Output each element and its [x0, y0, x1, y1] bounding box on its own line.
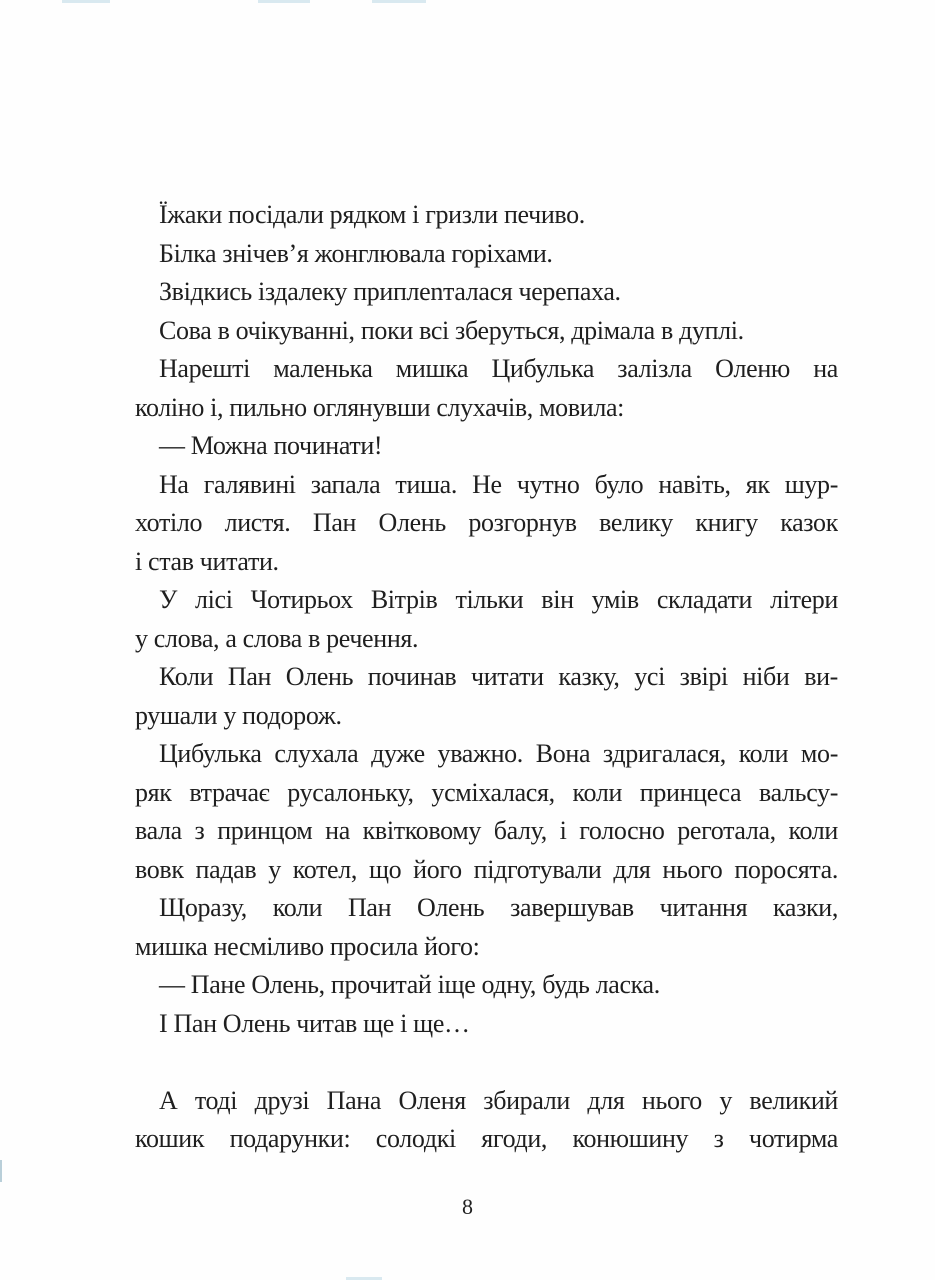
page-number: 8: [462, 1194, 473, 1219]
text-line: — Пане Олень, прочитай іще одну, будь ласка.: [159, 970, 660, 999]
text-line: Звідкись іздалеку приплenталася черепаха.: [159, 277, 621, 306]
text-line: І Пан Олень читав ще і ще…: [159, 1008, 470, 1038]
scan-artifact: [62, 0, 110, 3]
text-line: Щоразу, коли Пан Олень завершував читання казки,: [159, 893, 838, 922]
text-line: вовк падав у котел, що його підготували для нього поросята.: [135, 854, 838, 884]
text-line: На галявині запала тиша. Не чутно було навіть, як шур-: [159, 469, 838, 499]
text-line: Сова в очікуванні, поки всі зберуться, дрімала в дуплі.: [159, 315, 744, 345]
text-line: коліно і, пильно оглянувши слухачів, мовила:: [135, 392, 625, 422]
scan-artifact: [372, 0, 426, 3]
paragraph-gap: [135, 1043, 838, 1082]
text-line: ряк втрачає русалоньку, усміхалася, коли принцеса вальсу-: [135, 777, 838, 807]
text-line: Коли Пан Олень починав читати казку, усі звірі ніби ви-: [159, 662, 838, 691]
text-line: Білка знічев’я жонглювала горіхами.: [159, 238, 553, 268]
text-line: хотіло листя. Пан Олень розгорнув велику книгу казок: [135, 508, 838, 537]
text-line: — Можна починати!: [159, 431, 383, 460]
text-line: мишка несміливо просила його:: [135, 931, 480, 961]
text-line: у слова, а слова в речення.: [135, 623, 419, 653]
text-line: А тоді друзі Пана Оленя збирали для нього у великий: [159, 1085, 838, 1115]
text-line: Нарешті маленька мишка Цибулька залізла Оленю на: [159, 354, 838, 383]
text-line: Їжаки посідали рядком і гризли печиво.: [159, 200, 585, 229]
text-line: і став читати.: [135, 546, 279, 576]
text-line: рушали у подорож.: [135, 700, 342, 730]
text-line: Цибулька слухала дуже уважно. Вона здригалася, коли мо-: [159, 739, 838, 768]
text-line: У лісі Чотирьох Вітрів тільки він умів складати літери: [159, 585, 838, 614]
scan-artifact: [0, 1160, 2, 1182]
body-text: [135, 196, 838, 1159]
text-line: кошик подарунки: солодкі ягоди, конюшину з чотирма: [135, 1124, 838, 1153]
text-line: вала з принцом на квітковому балу, і голосно реготала, коли: [135, 816, 838, 845]
scan-artifact: [258, 0, 310, 3]
